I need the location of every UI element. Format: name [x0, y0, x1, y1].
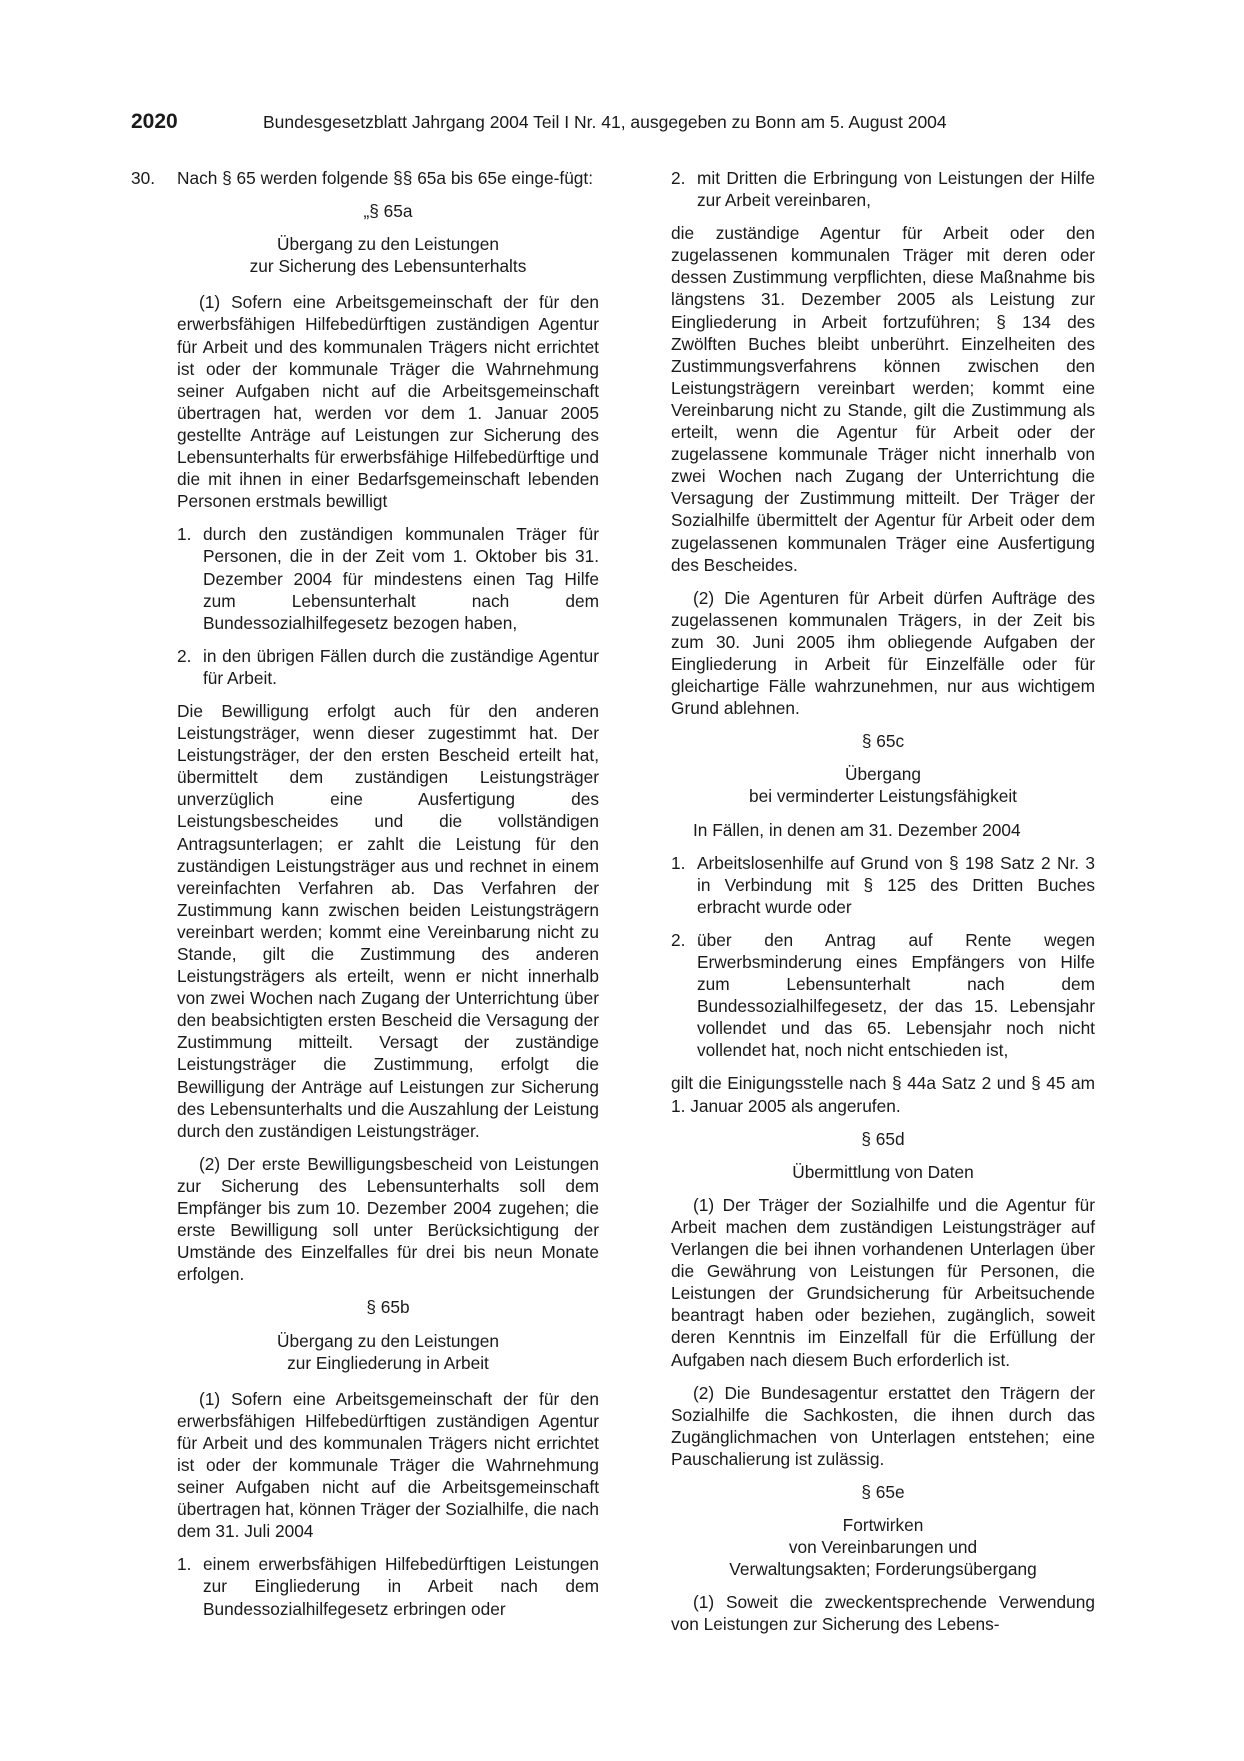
amendment-item-30 — [131, 167, 599, 189]
list-item — [671, 852, 1095, 918]
item-number: 30. — [131, 168, 156, 188]
paragraph: In Fällen, in denen am 31. Dezember 2004 — [693, 819, 1021, 840]
heading-line: bei verminderter Leistungsfähigkeit — [748, 786, 1017, 807]
list-number: 2. — [671, 168, 686, 188]
list-item — [177, 645, 599, 689]
heading-line: Verwaltungsakten; Forderungsübergang — [729, 1559, 1037, 1580]
paragraph: die zuständige Agentur für Arbeit oder den zugelassenen kommunalen Träger mit deren oder dessen Zustimmung verpflichten, diese Maßnahme bis längstens 31. Dezember 2005 als Leistung zur Eingliederung in Arbeit fortzuführen; § 134 des Zwölften Buches bleibt unberührt. Einzelheiten des Zustimmungsverfahrens können zwischen den Leistungsträgern vereinbart werden; kommt eine Vereinbarung nicht zu Stande, gilt die Zustimmung als erteilt, wenn die Agentur für Arbeit oder der zugelassene kommunale Träger nicht innerhalb von zwei Wochen nach Zugang der Unterrichtung die Versagung der Zustimmung mitteilt. Der Träger der Sozialhilfe übermittelt der Agentur für Arbeit oder dem zugelassenen kommunalen Träger eine Ausfertigung des Bescheides. — [671, 223, 1095, 575]
list-number: 2. — [177, 645, 192, 666]
item-text: Nach § 65 werden folgende §§ 65a bis 65e einge-fügt: — [177, 168, 594, 188]
list-number: 1. — [177, 1554, 192, 1575]
list-text: über den Antrag auf Rente wegen Erwerbsminderung eines Empfängers von Hilfe zum Lebensunterhalt nach dem Bundessozialhilfegesetz, der das 15. Lebensjahr vollendet und das 65. Lebensjahr noch nicht vollendet hat, noch nicht entschieden ist, — [697, 929, 1095, 1061]
section-65a-title: „§ 65a — [363, 201, 413, 222]
paragraph: (1) Sofern eine Arbeitsgemeinschaft der für den erwerbsfähigen Hilfebedürftigen zuständigen Agentur für Arbeit und des kommunalen Trägers nicht errichtet ist oder der kommunale Träger die Wahrnehmung seiner Aufgaben nicht auf die Arbeitsgemeinschaft übertragen hat, werden vor dem 1. Januar 2005 gestellte Anträge auf Leistungen zur Sicherung des Lebensunterhalts für erwerbsfähige Hilfebedürftige und die mit ihnen in einer Bedarfsgemeinschaft lebenden Personen erstmals bewilligt — [177, 292, 599, 512]
list-text: einem erwerbsfähigen Hilfebedürftigen Leistungen zur Eingliederung in Arbeit nach dem Bundessozialhilfegesetz erbringen oder — [203, 1554, 599, 1619]
paragraph: Die Bewilligung erfolgt auch für den anderen Leistungsträger, wenn dieser zugestimmt hat. Der Leistungsträger, der den ersten Bescheid erteilt hat, übermittelt dem zuständigen Leistungsträger unverzüglich eine Ausfertigung des Leistungsbescheides und die vollständigen Antragsunterlagen; er zahlt die Leistung für den zuständigen Leistungsträger aus und rechnet in einem vereinfachten Verfahren ab. Das Verfahren der Zustimmung kann zwischen beiden Leistungsträgern vereinbart werden; kommt eine Vereinbarung nicht zu Stande, gilt die Zustimmung des anderen Leistungsträgers als erteilt, wenn er nicht innerhalb von zwei Wochen nach Zugang der Unterrichtung über den beabsichtigten ersten Bescheid die Versagung der Zustimmung mitteilt. Versagt der zuständige Leistungsträger die Zustimmung, erfolgt die Bewilligung der Anträge auf Leistungen zur Sicherung des Lebensunterhalts und die Auszahlung der Leistung durch den zuständigen Leistungsträger. — [177, 700, 599, 1141]
list-item — [177, 1553, 599, 1619]
heading-line: Übergang zu den Leistungen — [277, 234, 499, 255]
paragraph: (2) Die Bundesagentur erstattet den Trägern der Sozialhilfe die Sachkosten, die ihnen durch das Zugänglichmachen von Unterlagen entstehen; eine Pauschalierung ist zulässig. — [671, 1382, 1095, 1469]
list-number: 2. — [671, 929, 686, 950]
paragraph: (1) Sofern eine Arbeitsgemeinschaft der für den erwerbsfähigen Hilfebedürftigen zuständigen Agentur für Arbeit und des kommunalen Trägers nicht errichtet ist oder der kommunale Träger die Wahrnehmung seiner Aufgaben nicht auf die Arbeitsgemeinschaft übertragen hat, können Träger der Sozialhilfe, die nach dem 31. Juli 2004 — [177, 1388, 599, 1542]
list-text: durch den zuständigen kommunalen Träger für Personen, die in der Zeit vom 1. Oktober bis 31. Dezember 2004 für mindestens einen Tag Hilfe zum Lebensunterhalt nach dem Bundessozialhilfegesetz bezogen haben, — [203, 524, 599, 633]
heading-line: Übergang zu den Leistungen — [277, 1330, 499, 1351]
section-65d-heading: Übermittlung von Daten — [792, 1161, 974, 1182]
list-text: Arbeitslosenhilfe auf Grund von § 198 Satz 2 Nr. 3 in Verbindung mit § 125 des Dritten Buches erbracht wurde oder — [697, 852, 1095, 917]
running-title: Bundesgesetzblatt Jahrgang 2004 Teil I Nr. 41, ausgegeben zu Bonn am 5. August 2004 — [263, 112, 947, 132]
section-65d-title: § 65d — [861, 1128, 905, 1149]
paragraph: (1) Soweit die zweckentsprechende Verwendung von Leistungen zur Sicherung des Lebens- — [671, 1592, 1095, 1635]
section-65e-heading — [671, 1514, 1095, 1580]
heading-line: von Vereinbarungen und — [788, 1537, 978, 1558]
left-column — [131, 167, 599, 1631]
section-65b-heading — [177, 1330, 599, 1374]
page-header — [131, 110, 1131, 142]
section-65b-title: § 65b — [366, 1297, 410, 1318]
section-65c-heading — [671, 763, 1095, 807]
inserted-text — [131, 200, 599, 1620]
heading-line: Übergang — [845, 764, 921, 785]
list-item — [177, 523, 599, 633]
heading-line: zur Eingliederung in Arbeit — [287, 1352, 489, 1373]
list-text: mit Dritten die Erbringung von Leistungen der Hilfe zur Arbeit vereinbaren, — [697, 168, 1095, 211]
right-column — [671, 167, 1095, 1647]
page-number: 2020 — [131, 110, 178, 133]
list-item — [671, 167, 1095, 211]
paragraph: (1) Der Träger der Sozialhilfe und die Agentur für Arbeit machen dem zuständigen Leistungsträger auf Verlangen die bei ihnen vorhandenen Unterlagen über die Gewährung von Leistungen für Personen, die Leistungen der Grundsicherung für Arbeitsuchende beantragt haben oder beziehen, zugänglich, soweit deren Kenntnis im Einzelfall für die Erfüllung der Aufgaben nach diesem Buch erforderlich ist. — [671, 1194, 1095, 1370]
list-item — [671, 929, 1095, 1062]
list-number: 1. — [671, 852, 686, 873]
section-65a-heading — [177, 233, 599, 277]
list-text: in den übrigen Fällen durch die zuständige Agentur für Arbeit. — [203, 645, 599, 688]
paragraph: (2) Der erste Bewilligungsbescheid von Leistungen zur Sicherung des Lebensunterhalts soll dem Empfänger bis zum 10. Dezember 2004 zugehen; die erste Bewilligung soll unter Berücksichtigung der Umstände des Einzelfalles für drei bis neun Monate erfolgen. — [177, 1153, 599, 1285]
section-65c-title: § 65c — [861, 731, 905, 752]
section-65e-title: § 65e — [861, 1481, 905, 1502]
paragraph: gilt die Einigungsstelle nach § 44a Satz 2 und § 45 am 1. Januar 2005 als angerufen. — [671, 1073, 1095, 1116]
list-number: 1. — [177, 524, 192, 545]
heading-line: zur Sicherung des Lebensunterhalts — [249, 256, 527, 277]
paragraph: (2) Die Agenturen für Arbeit dürfen Aufträge des zugelassenen kommunalen Trägers, in der Zeit bis zum 30. Juni 2005 ihm obliegende Aufgaben der Eingliederung in Arbeit für Einzelfälle oder für gleichartige Fälle wahrzunehmen, nur aus wichtigem Grund ablehnen. — [671, 587, 1095, 719]
heading-line: Fortwirken — [842, 1515, 924, 1536]
